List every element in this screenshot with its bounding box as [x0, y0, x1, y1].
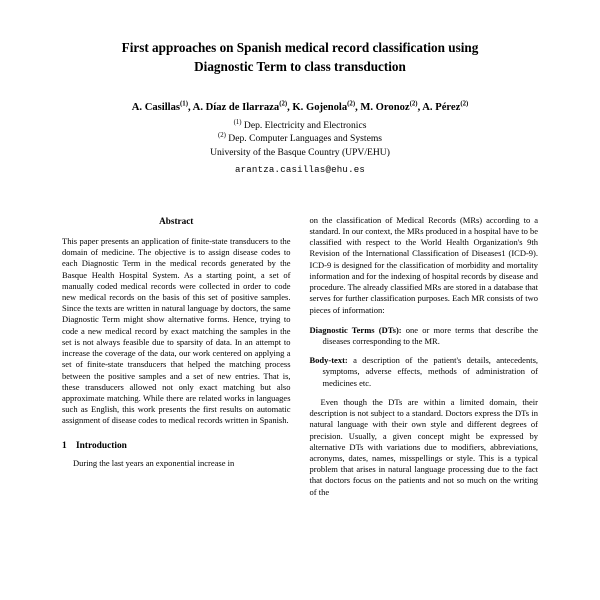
definition-text-dts: one or more terms that describe the diseases corresponding to the MR. — [322, 324, 539, 346]
definition-text-bodytext: a description of the patient's details, antecedents, symptoms, adverse effects, methods of administration of medicines etc. — [322, 355, 538, 388]
left-column — [62, 215, 291, 498]
right-paragraph-2: Even though the DTs are within a limited domain, their description is not subject to a standard. Doctors express the DTs in natural language with their own style and different degrees of precision. Usually, a given concept might be expressed by alternative DTs with variations due to modifiers, abbreviations, acronyms, dates, names, misspellings or style. This is a typical problem that arises in natural language processing due to the fact that doctors focus on the patients and not so much on the writing of the — [309, 396, 538, 497]
section-number: 1 — [62, 440, 67, 451]
right-paragraph-1: on the classification of Medical Records (MRs) according to a standard. In our context, the MRs produced in a hospital have to be classified with respect to the World Health Organization's 9th Revision of the International Classification of Diseases1 (ICD-9). ICD-9 is designed for the classification of morbidity and mortality information and for the indexing of hospital records by disease and procedure. The already classified MRs are stored in a database that serves for further classification purposes. Each MR consists of two pieces of information: — [309, 214, 538, 315]
section-title: Introduction — [76, 440, 127, 451]
definition-term-bodytext: Body-text: — [309, 355, 348, 366]
section-heading-introduction — [62, 440, 291, 452]
intro-paragraph: During the last years an exponential increase in — [73, 458, 235, 469]
definition-item-bodytext — [310, 355, 539, 389]
definition-item-dts — [310, 325, 539, 347]
affiliation-line-2: $^{(2)}$ Dep. Computer Languages and Systems — [217, 132, 383, 145]
contact-email: arantza.casillas@ehu.es — [234, 163, 366, 175]
body-columns — [62, 215, 538, 498]
page-title — [68, 38, 532, 76]
right-column — [310, 215, 539, 498]
paragraph-spacer — [310, 389, 539, 397]
affiliation-line-1: $^{(1)}$ Dep. Electricity and Electronics — [233, 118, 367, 132]
affiliation-block — [62, 119, 538, 159]
title-line-2: Diagnostic Term to class transduction — [194, 59, 406, 75]
abstract-paragraph: This paper presents an application of finite-state transducers to the domain of medicine. The objective is to assign disease codes to each Diagnostic Term in the medical records generated by the Basque Health Hospital System. As a starting point, a set of manually coded medical records were collected in order to code new medical records on the basis of this set of positive samples. Since the texts are written in natural language by doctors, the same Diagnostic Term might show alternative forms. Hence, trying to code a new medical record by exact matching the samples in the set is not always feasible due to sparsity of data. In an attempt to increase the coverage of the data, our work centered on applying a set of finite-state transducers that helped the matching process between the positive samples and a set of new entries. That is, these transducers allowed not only exact matching but also approximate matching. While there are related works in languages such as English, this work presents the first results on automatic assignment of disease codes to medical records written in Spanish. — [62, 235, 291, 426]
title-line-1: First approaches on Spanish medical record classification using — [121, 40, 479, 55]
affiliation-line-3: University of the Basque Country (UPV/EHU) — [210, 146, 390, 158]
definition-term-dts: Diagnostic Terms (DTs): — [309, 324, 402, 335]
author-list: A. Casillas$^{(1)}$, A. Díaz de Ilarraza$^{(2)}$, K. Gojenola$^{(2)}$, M. Oronoz$^{(2)}$, A. Pérez$^{(2)}$ — [131, 100, 469, 114]
abstract-heading: Abstract — [159, 215, 194, 226]
definition-list — [310, 325, 539, 389]
